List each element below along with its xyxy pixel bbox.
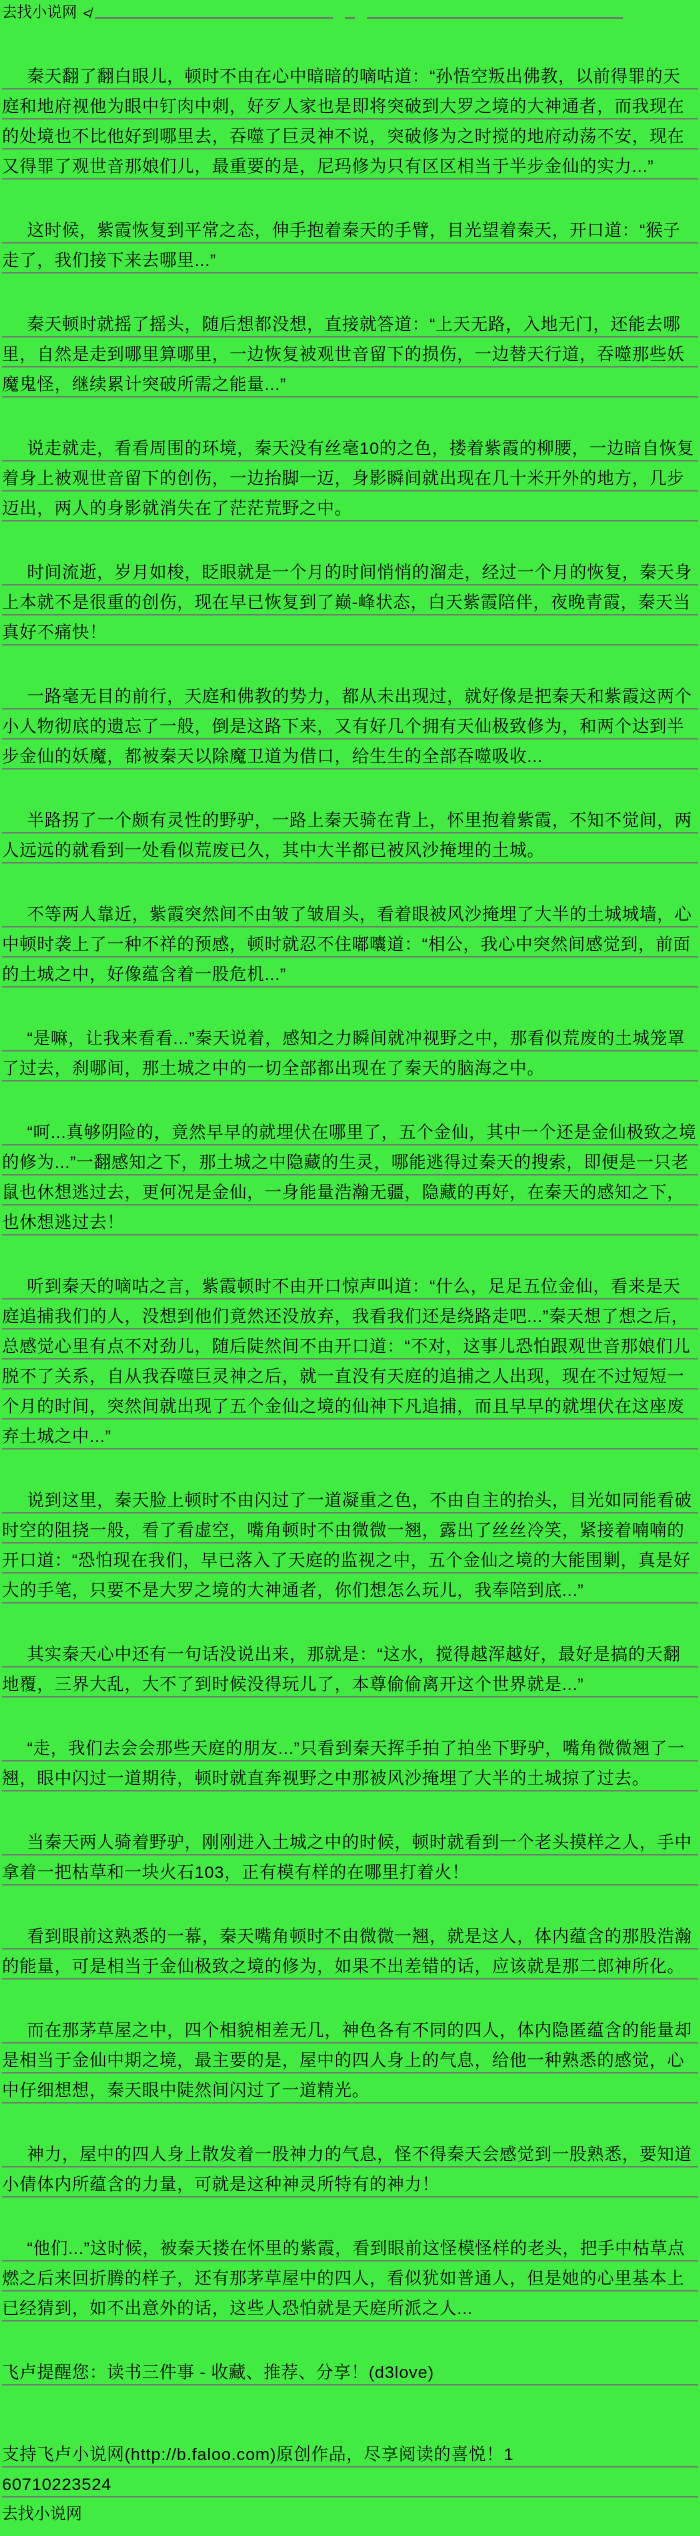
page-footer (2, 2358, 698, 2528)
novel-paragraph: 半路拐了一个颇有灵性的野驴，一路上秦天骑在背上，怀里抱着紫霞，不知不觉间，两人远远的就看到一处看似荒废已久，其中大半都已被风沙掩埋的土城。 (2, 806, 698, 866)
novel-body (2, 62, 698, 2324)
faloo-reminder-line: 飞卢提醒您：读书三件事 - 收藏、推荐、分享！(d3love) (2, 2358, 698, 2388)
novel-paragraph: “是嘛，让我来看看...”秦天说着，感知之力瞬间就冲视野之中，那看似荒废的土城笼罩了过去，刹哪间，那土城之中的一切全部都出现在了秦天的脑海之中。 (2, 1024, 698, 1084)
novel-paragraph: 秦天翻了翻白眼儿，顿时不由在心中暗暗的嘀咕道：“孙悟空叛出佛教，以前得罪的天庭和地府视他为眼中钉肉中刺，好歹人家也是即将突破到大罗之境的大神通者，而我现在的处境也不比他好到哪里去，吞噬了巨灵神不说，突破修为之时搅的地府动荡不安，现在又得罪了观世音那娘们儿，最重要的是，尼玛修为只有区区相当于半步金仙的实力...” (2, 62, 698, 182)
novel-paragraph: 而在那茅草屋之中，四个相貌相差无几，神色各有不同的四人，体内隐匿蕴含的能量却是相当于金仙中期之境，最主要的是，屋中的四人身上的气息，给他一种熟悉的感觉，心中仔细想想，秦天眼中陡然间闪过了一道精光。 (2, 2016, 698, 2106)
novel-paragraph: 这时候，紫霞恢复到平常之态，伸手抱着秦天的手臂，目光望着秦天，开口道：“猴子走了，我们接下来去哪里...” (2, 216, 698, 276)
novel-paragraph: 当秦天两人骑着野驴，刚刚进入土城之中的时候，顿时就看到一个老头摸样之人，手中拿着一把枯草和一块火石103，正有模有样的在哪里打着火！ (2, 1828, 698, 1888)
novel-paragraph: 时间流逝，岁月如梭，眨眼就是一个月的时间悄悄的溜走，经过一个月的恢复，秦天身上本就不是很重的创伤，现在早已恢复到了巅-峰状态，白天紫霞陪伴，夜晚青霞，秦天当真好不痛快！ (2, 558, 698, 648)
site-watermark-bottom: 去找小说网 (2, 2506, 83, 2523)
novel-paragraph: 不等两人靠近，紫霞突然间不由皱了皱眉头，看着眼被风沙掩埋了大半的土城城墙，心中顿时袭上了一种不祥的预感，顿时就忍不住嘟囔道：“相公，我心中突然间感觉到，前面的土城之中，好像蕴含着一股危机...” (2, 900, 698, 990)
novel-paragraph: “他们...”这时候，被秦天搂在怀里的紫霞，看到眼前这怪模怪样的老头，把手中枯草点燃之后来回折腾的样子，还有那茅草屋中的四人，看似犹如普通人，但是她的心里基本上已经猜到，如不出意外的话，这些人恐怕就是天庭所派之人... (2, 2234, 698, 2324)
novel-paragraph: “走，我们去会会那些天庭的朋友...”只看到秦天挥手拍了拍坐下野驴，嘴角微微翘了一翘，眼中闪过一道期待，顿时就直奔视野之中那被风沙掩埋了大半的土城掠了过去。 (2, 1734, 698, 1794)
novel-paragraph: 其实秦天心中还有一句话没说出来，那就是：“这水，搅得越浑越好，最好是搞的天翻地覆，三界大乱，大不了到时候没得玩儿了，本尊偷偷离开这个世界就是...” (2, 1640, 698, 1700)
header-rule-right (367, 17, 623, 19)
novel-paragraph: 听到秦天的嘀咕之言，紫霞顿时不由开口惊声叫道：“什么，足足五位金仙，看来是天庭追捕我们的人，没想到他们竟然还没放弃，我看我们还是绕路走吧...”秦天想了想之后，总感觉心里有点不对劲儿，随后陡然间不由开口道：“不对，这事儿恐怕跟观世音那娘们儿脱不了关系，自从我吞噬巨灵神之后，就一直没有天庭的追捕之人出现，现在不过短短一个月的时间，突然间就出现了五个金仙之境的仙神下凡追捕，而且早早的就埋伏在这座废弃土城之中...” (2, 1272, 698, 1452)
novel-paragraph: 秦天顿时就摇了摇头，随后想都没想，直接就答道：“上天无路，入地无门，还能去哪里，自然是走到哪里算哪里，一边恢复被观世音留下的损伤，一边替天行道，吞噬那些妖魔鬼怪，继续累计突破所需之能量...” (2, 310, 698, 400)
faloo-code-line: 60710223524 (2, 2470, 698, 2500)
novel-paragraph: 说到这里，秦天脸上顿时不由闪过了一道凝重之色，不由自主的抬头，目光如同能看破时空的阻挠一般，看了看虚空，嘴角顿时不由微微一翘，露出了丝丝冷笑，紧接着喃喃的开口道：“恐怕现在我们，早已落入了天庭的监视之中，五个金仙之境的大能围剿，真是好大的手笔，只要不是大罗之境的大神通者，你们想怎么玩儿，我奉陪到底...” (2, 1486, 698, 1606)
header-decoration: ≮ (83, 5, 92, 21)
novel-paragraph: 看到眼前这熟悉的一幕，秦天嘴角顿时不由微微一翘，就是这人，体内蕴含的那股浩瀚的能量，可是相当于金仙极致之境的修为，如果不出差错的话，应该就是那二郎神所化。 (2, 1922, 698, 1982)
page-header (2, 2, 698, 22)
faloo-support-line: 支持飞卢小说网(http://b.faloo.com)原创作品，尽享阅读的喜悦！1 (2, 2440, 698, 2470)
novel-paragraph: 一路毫无目的前行，天庭和佛教的势力，都从未出现过，就好像是把秦天和紫霞这两个小人物彻底的遗忘了一般，倒是这路下来，又有好几个拥有天仙极致修为，和两个达到半步金仙的妖魔，都被秦天以除魔卫道为借口，给生生的全部吞噬吸收... (2, 682, 698, 772)
novel-paragraph: 说走就走，看看周围的环境，秦天没有丝毫10的之色，搂着紫霞的柳腰，一边暗自恢复着身上被观世音留下的创伤，一边抬脚一迈，身影瞬间就出现在几十米开外的地方，几步迈出，两人的身影就消失在了茫茫荒野之中。 (2, 434, 698, 524)
site-watermark-top: 去找小说网 (2, 4, 78, 21)
novel-paragraph: “呵...真够阴险的，竟然早早的就埋伏在哪里了，五个金仙，其中一个还是金仙极致之境的修为...”一翻感知之下，那土城之中隐藏的生灵，哪能逃得过秦天的搜索，即便是一只老鼠也休想逃过去，更何况是金仙，一身能量浩瀚无疆，隐藏的再好，在秦天的感知之下，也休想逃过去！ (2, 1118, 698, 1238)
novel-paragraph: 神力，屋中的四人身上散发着一股神力的气息，怪不得秦天会感觉到一股熟悉，要知道小倩体内所蕴含的力量，可就是这种神灵所特有的神力！ (2, 2140, 698, 2200)
header-rule-left (95, 17, 333, 19)
